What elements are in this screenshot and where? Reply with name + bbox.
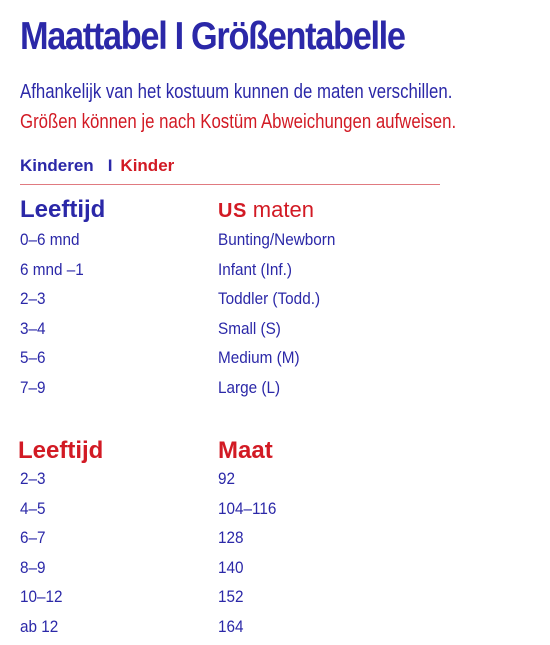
section2-size-list bbox=[218, 468, 283, 645]
section1-size-header-prefix: US bbox=[218, 200, 247, 222]
tab-kinder: Kinder bbox=[120, 156, 174, 175]
section1-size-list bbox=[218, 229, 348, 406]
section1-age-list bbox=[20, 229, 91, 406]
section1-size-header bbox=[218, 196, 314, 225]
list-item: Bunting/Newborn bbox=[218, 229, 335, 259]
list-item: 4–5 bbox=[20, 498, 63, 528]
list-item: 8–9 bbox=[20, 557, 63, 587]
subtitle-dutch: Afhankelijk van het kostuum kunnen de maten verschillen. bbox=[20, 80, 452, 104]
section1-size-header-suffix: maten bbox=[253, 197, 314, 222]
list-item: 152 bbox=[218, 586, 276, 616]
section2-size-header: Maat bbox=[218, 437, 273, 465]
list-item: 7–9 bbox=[20, 377, 84, 407]
category-tabs bbox=[20, 156, 174, 176]
list-item: 3–4 bbox=[20, 318, 84, 348]
list-item: 128 bbox=[218, 527, 276, 557]
list-item: 5–6 bbox=[20, 347, 84, 377]
list-item: Large (L) bbox=[218, 377, 335, 407]
list-item: 0–6 mnd bbox=[20, 229, 84, 259]
list-item: 104–116 bbox=[218, 498, 276, 528]
page-title: Maattabel I Größentabelle bbox=[20, 14, 405, 60]
section1-age-header: Leeftijd bbox=[20, 196, 105, 224]
list-item: Infant (Inf.) bbox=[218, 259, 335, 289]
section2-age-list bbox=[20, 468, 67, 645]
list-item: Small (S) bbox=[218, 318, 335, 348]
list-item: 92 bbox=[218, 468, 276, 498]
list-item: 6–7 bbox=[20, 527, 63, 557]
list-item: 2–3 bbox=[20, 288, 84, 318]
tab-separator: I bbox=[108, 156, 113, 175]
section2-age-header: Leeftijd bbox=[18, 437, 103, 465]
list-item: Toddler (Todd.) bbox=[218, 288, 335, 318]
divider bbox=[20, 184, 440, 185]
list-item: 10–12 bbox=[20, 586, 63, 616]
subtitle-german: Größen können je nach Kostüm Abweichungen aufweisen. bbox=[20, 110, 456, 134]
list-item: 140 bbox=[218, 557, 276, 587]
list-item: 164 bbox=[218, 616, 276, 645]
tab-kinderen: Kinderen bbox=[20, 156, 94, 175]
list-item: Medium (M) bbox=[218, 347, 335, 377]
list-item: ab 12 bbox=[20, 616, 63, 645]
list-item: 2–3 bbox=[20, 468, 63, 498]
list-item: 6 mnd –1 bbox=[20, 259, 84, 289]
